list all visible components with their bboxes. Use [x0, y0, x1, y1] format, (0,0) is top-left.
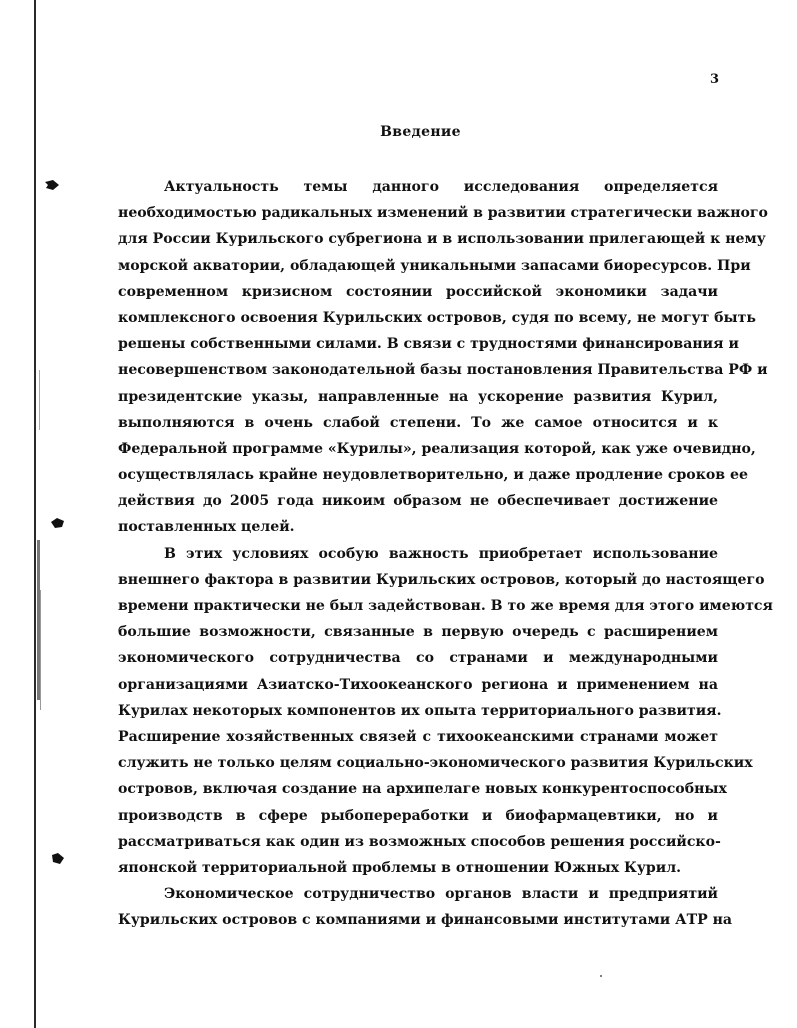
text-line: осуществлялась крайне неудовлетворительно, и даже продление сроков ее	[118, 467, 748, 484]
paragraph	[118, 541, 773, 881]
text-line: для России Курильского субрегиона и в использовании прилегающей к нему	[118, 231, 766, 248]
text-line: Федеральной программе «Курилы», реализация которой, как уже очевидно,	[118, 440, 756, 457]
document-body	[118, 174, 773, 933]
text-line: Курилах некоторых компонентов их опыта территориального развития.	[118, 702, 722, 719]
text-line: островов, включая создание на архипелаге новых конкурентоспособных	[118, 781, 727, 798]
text-line: необходимостью радикальных изменений в развитии стратегически важного	[118, 205, 768, 222]
page-number: 3	[710, 72, 720, 87]
page-title: Введение	[380, 124, 461, 140]
binding-edge	[34, 0, 36, 1028]
paragraph	[118, 174, 768, 541]
text-line: президентские указы, направленные на ускорение развития Курил,	[118, 388, 718, 405]
binding-smudge	[40, 590, 41, 710]
text-line: В этих условиях особую важность приобретает использование	[164, 545, 718, 562]
text-line: большие возможности, связанные в первую очередь с расширением	[118, 624, 718, 641]
text-line: времени практически не был задействован. В то же время для этого имеются	[118, 598, 773, 614]
text-line: несовершенством законодательной базы постановления Правительства РФ и	[118, 362, 768, 379]
text-line: экономического сотрудничества со странами и международными	[118, 650, 718, 667]
text-line: Экономическое сотрудничество органов власти и предприятий	[164, 886, 718, 903]
text-line: современном кризисном состоянии российской экономики задачи	[118, 283, 718, 300]
text-line: Актуальность темы данного исследования определяется	[164, 179, 718, 195]
text-line: Курильских островов с компаниями и финансовыми институтами АТР на	[118, 912, 733, 929]
text-line: служить не только целям социально-экономического развития Курильских	[118, 755, 753, 772]
text-line: действия до 2005 года никоим образом не обеспечивает достижение	[118, 493, 718, 510]
text-line: Расширение хозяйственных связей с тихоокеанскими странами может	[118, 728, 718, 745]
hand-pointer-icon	[50, 852, 64, 866]
text-line: организациями Азиатско-Тихоокеанского региона и применением на	[118, 676, 718, 693]
text-line: производств в сфере рыбопереработки и биофармацевтики, но и	[118, 807, 718, 824]
text-line: комплексного освоения Курильских островов, судя по всему, не могут быть	[118, 309, 756, 326]
text-line: решены собственными силами. В связи с трудностями финансирования и	[118, 336, 739, 353]
text-line: поставленных целей.	[118, 519, 295, 536]
hand-pointer-icon	[50, 516, 64, 530]
text-line: рассматриваться как один из возможных способов решения российско-	[118, 833, 721, 850]
text-line: японской территориальной проблемы в отношении Южных Курил.	[118, 859, 682, 876]
text-line: морской акватории, обладающей уникальными запасами биоресурсов. При	[118, 257, 751, 274]
hand-pointer-icon	[44, 178, 58, 192]
text-line: внешнего фактора в развитии Курильских островов, который до настоящего	[118, 571, 765, 588]
text-line: выполняются в очень слабой степени. То же самое относится и к	[118, 414, 718, 431]
binding-smudge	[39, 370, 40, 430]
paragraph	[118, 881, 733, 933]
scan-speck	[600, 975, 602, 977]
